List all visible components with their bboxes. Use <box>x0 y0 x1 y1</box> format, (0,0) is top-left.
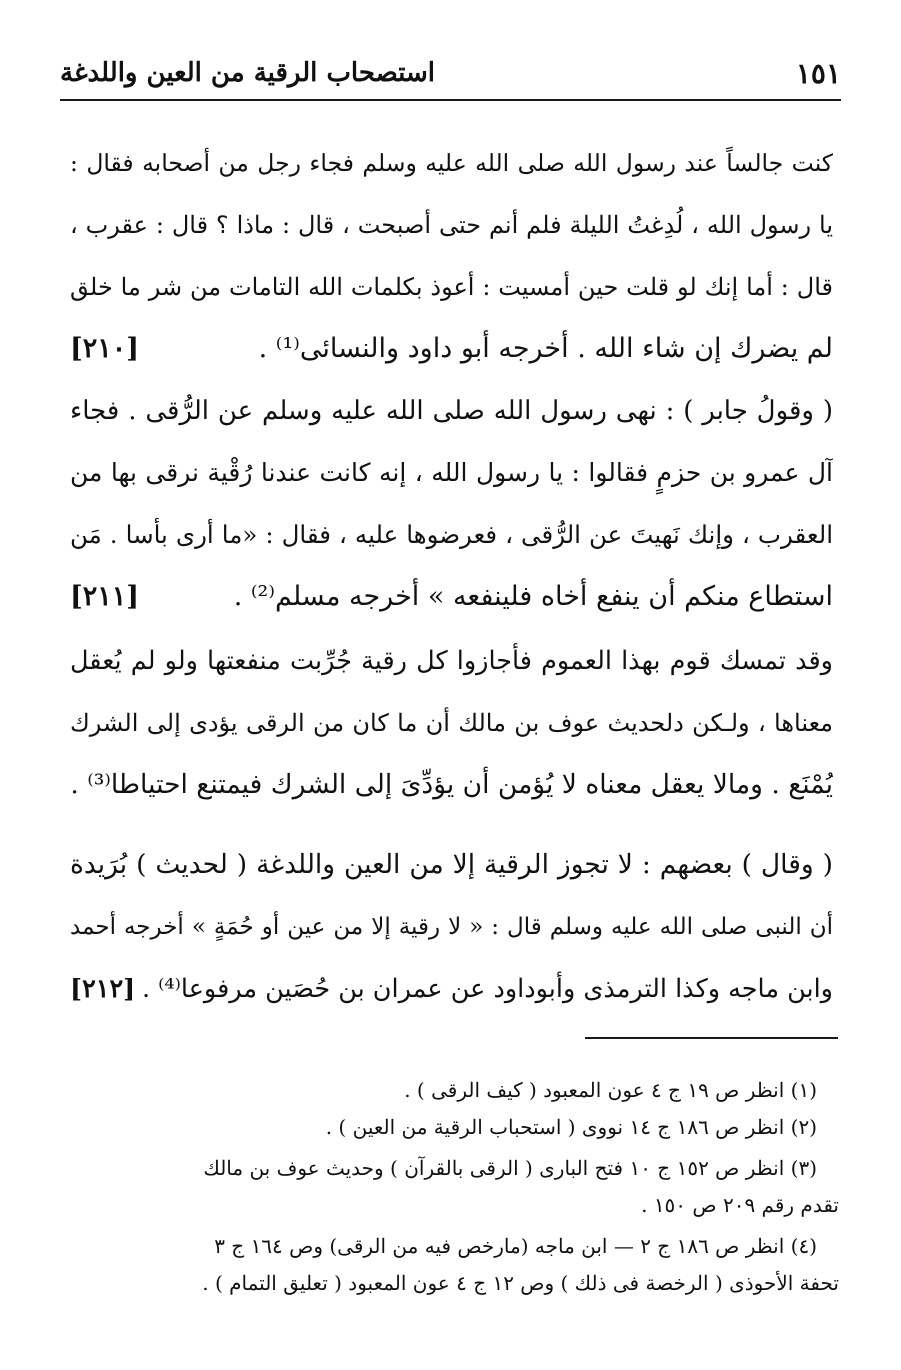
text-line-last <box>70 318 833 380</box>
footnote-4: (٤) انظر ص ١٨٦ ج ٢ — ابن ماجه (مارخص فيه من الرقى) وص ١٦٤ ج ٣ <box>214 1234 817 1258</box>
hadith-number: [٢١٠] <box>70 333 140 364</box>
hadith-number: [٢١١] <box>70 581 140 612</box>
running-title: استصحاب الرقية من العين واللدغة <box>60 58 436 88</box>
page-header <box>60 50 841 96</box>
text-line: كنت جالساً عند رسول الله صلى الله عليه وسلم فجاء رجل من أصحابه فقال : <box>70 149 833 177</box>
paragraph-2 <box>70 380 833 628</box>
text-line: أن النبى صلى الله عليه وسلم قال : « لا رقية إلا من عين أو حُمَةٍ » أخرجه أحمد <box>70 914 833 940</box>
text-line-last <box>70 754 833 816</box>
text-line-last <box>70 566 833 628</box>
paragraph-3 <box>70 630 833 816</box>
text-line: وابن ماجه وكذا الترمذى وأبوداود عن عمران بن حُصَين مرفوعا⁽⁴⁾ . <box>141 974 833 1004</box>
footnote-3: (٣) انظر ص ١٥٢ ج ١٠ فتح البارى ( الرقى بالقرآن ) وحديث عوف بن مالك <box>203 1156 817 1180</box>
text-line: معناها ، ولـكن دلحديث عوف بن مالك أن ما كان من الرقى يؤدى إلى الشرك <box>70 709 833 737</box>
text-line: ( وقال ) بعضهم : لا تجوز الرقية إلا من العين واللدغة ( لحديث ) بُرَيدة <box>70 849 833 880</box>
footnote-3-continued: تقدم رقم ٢٠٩ ص ١٥٠ . <box>641 1193 839 1217</box>
footnote-rule <box>585 1037 838 1039</box>
text-line: يا رسول الله ، لُدِغتُ الليلة فلم أنم حتى أصبحت ، قال : ماذا ؟ قال : عقرب ، <box>70 211 833 239</box>
header-rule <box>60 99 841 101</box>
text-line: وقد تمسك قوم بهذا العموم فأجازوا كل رقية جُرِّبت منفعتها ولو لم يُعقل <box>70 646 833 676</box>
footnote-4-continued: تحفة الأحوذى ( الرخصة فى ذلك ) وص ١٢ ج ٤ عون المعبود ( تعليق التمام ) . <box>202 1271 839 1295</box>
paragraph-1 <box>70 132 833 380</box>
text-line: استطاع منكم أن ينفع أخاه فلينفعه » أخرجه مسلم⁽²⁾ . <box>233 581 833 612</box>
text-line: العقرب ، وإنك نَهيتَ عن الرُّقى ، فعرضوها عليه ، فقال : «ما أرى بأسا . مَن <box>70 520 833 549</box>
text-line: ( وقولُ جابر ) : نهى رسول الله صلى الله عليه وسلم عن الرُّقى . فجاء <box>70 396 833 426</box>
footnote-1: (١) انظر ص ١٩ ج ٤ عون المعبود ( كيف الرقى ) . <box>404 1078 817 1102</box>
text-line: لم يضرك إن شاء الله . أخرجه أبو داود والنسائى⁽¹⁾ . <box>258 333 833 364</box>
text-line: قال : أما إنك لو قلت حين أمسيت : أعوذ بكلمات الله التامات من شر ما خلق <box>70 273 833 301</box>
text-line: يُمْنَع . ومالا يعقل معناه لا يُؤمن أن يؤدِّىَ إلى الشرك فيمتنع احتياطا⁽³⁾ . <box>70 769 833 800</box>
footnotes <box>65 1072 839 1302</box>
text-line: آل عمرو بن حزمٍ فقالوا : يا رسول الله ، إنه كانت عندنا رُقْية نرقى بها من <box>70 458 833 487</box>
text-line-last <box>70 958 833 1020</box>
paragraph-4 <box>70 834 833 1020</box>
hadith-number: [٢١٢] <box>70 974 136 1004</box>
page-number: ١٥١ <box>795 56 841 90</box>
footnote-2: (٢) انظر ص ١٨٦ ج ١٤ نووى ( استحباب الرقية من العين ) . <box>325 1115 817 1139</box>
